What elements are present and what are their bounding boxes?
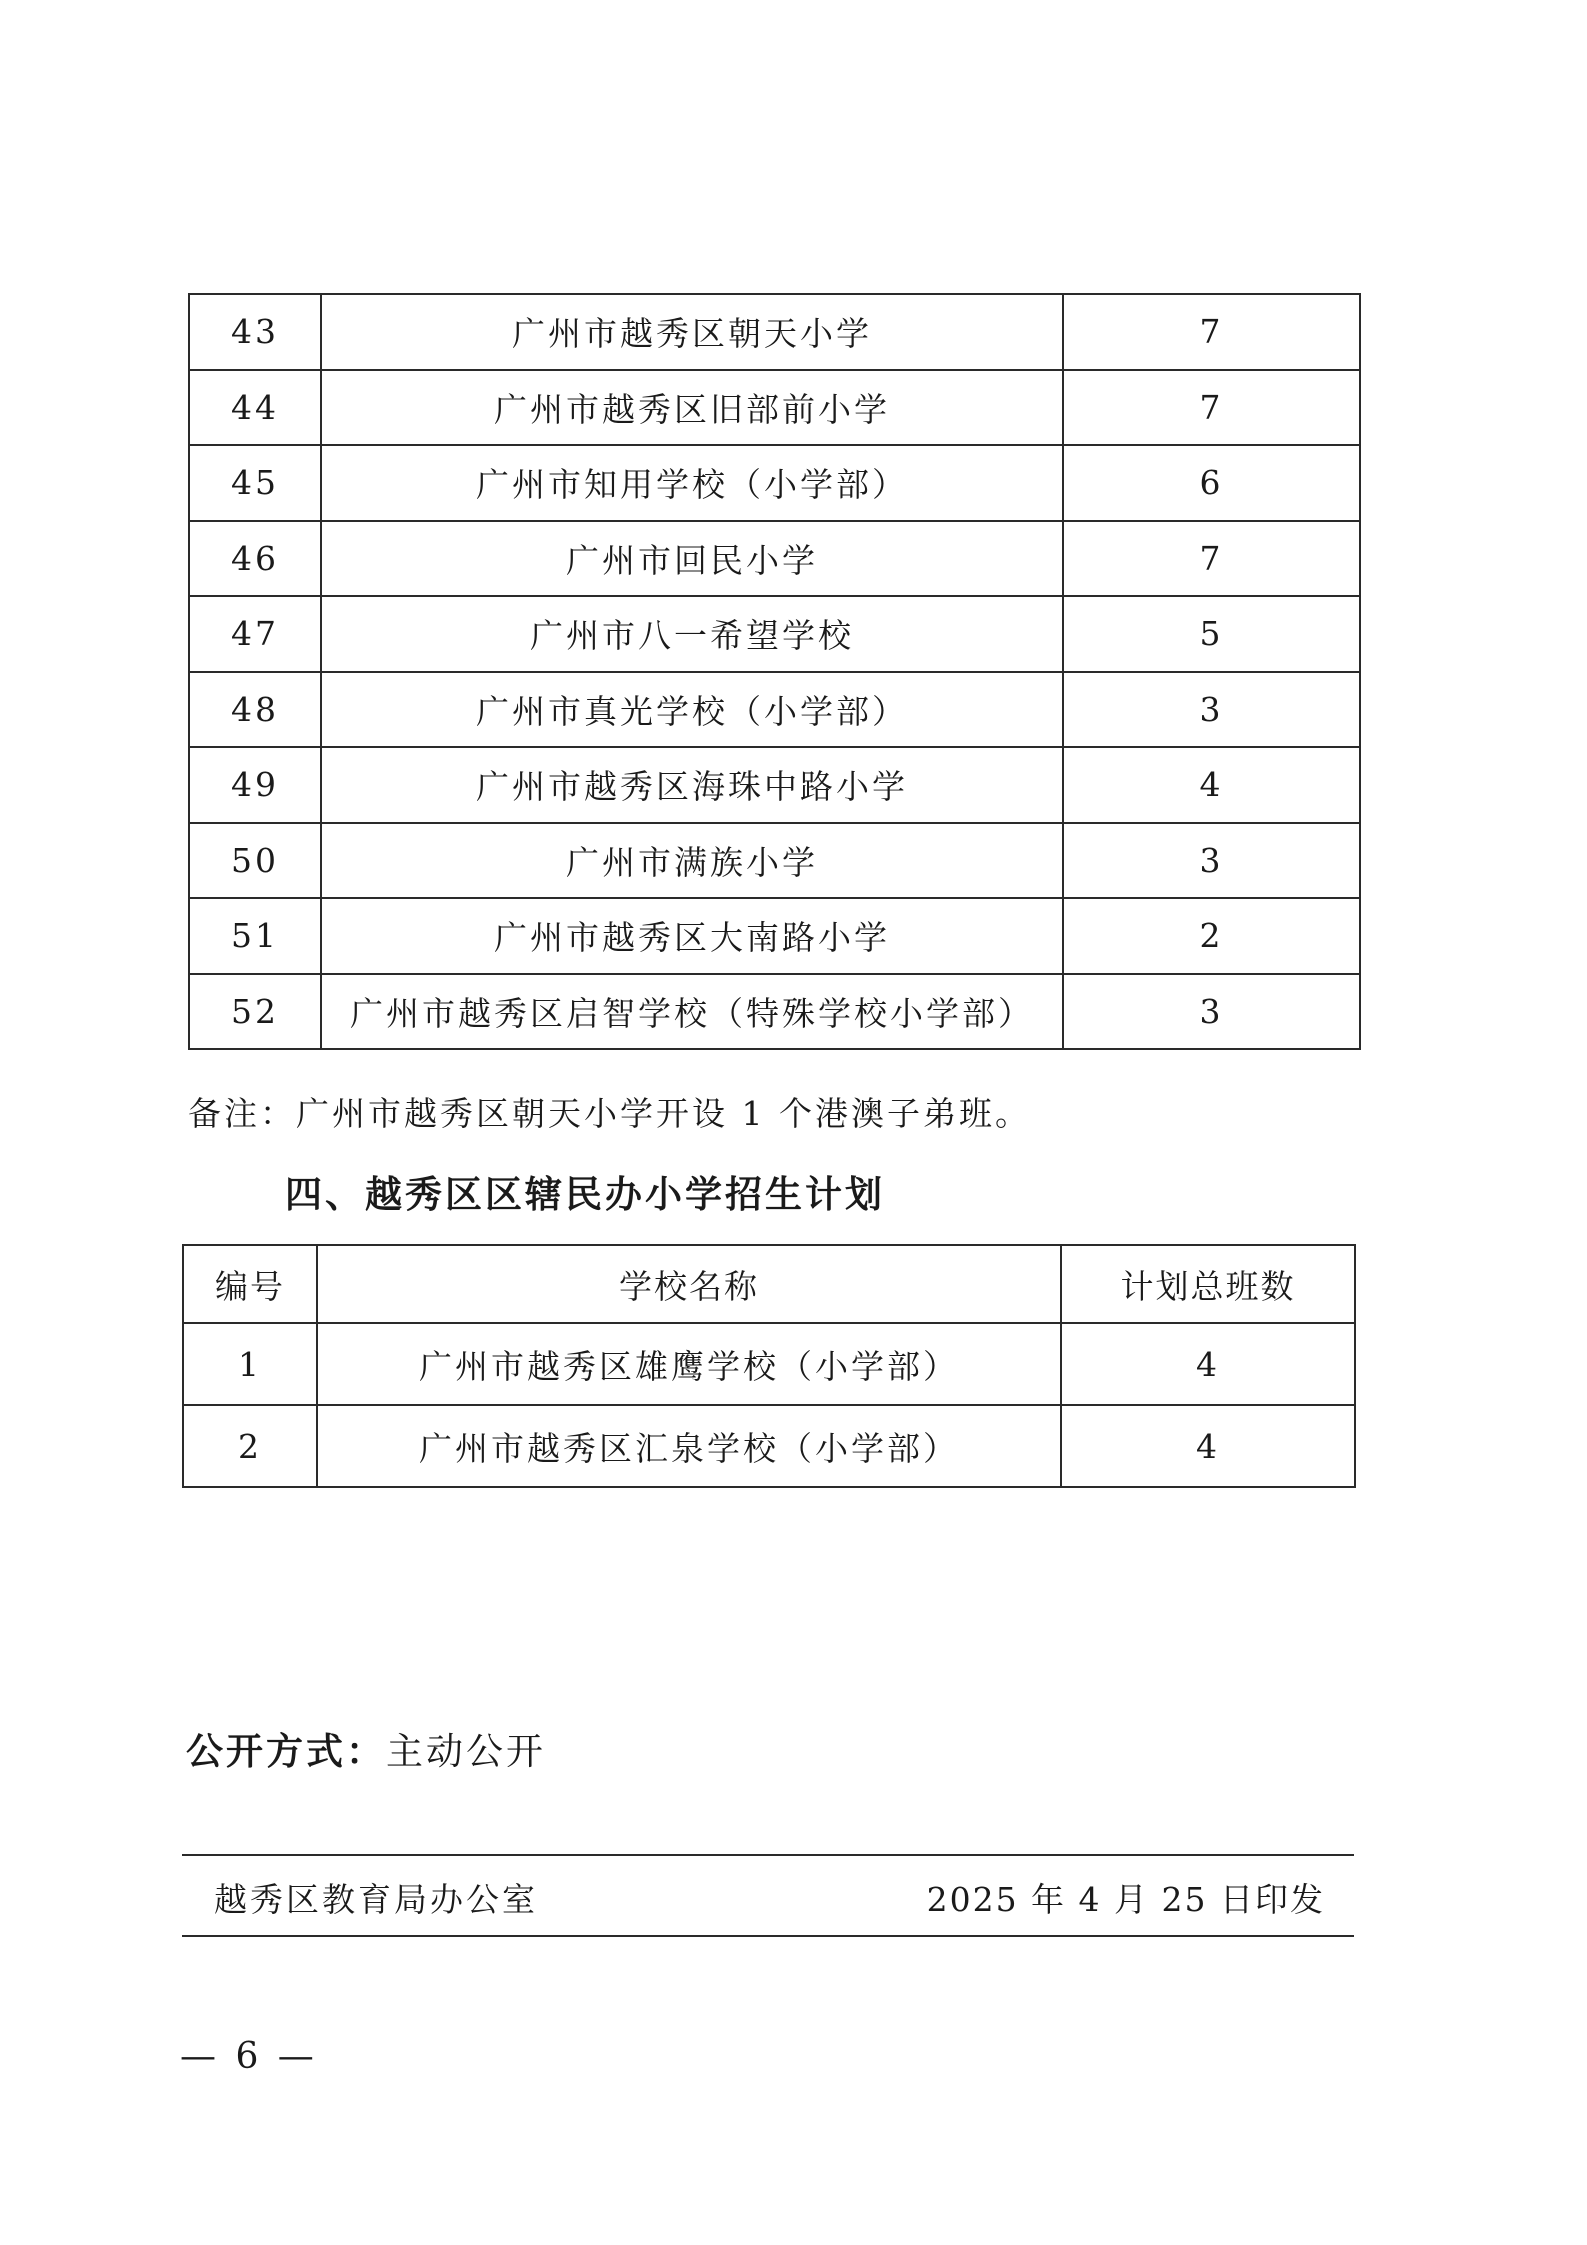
table-row	[189, 974, 1360, 1050]
school-name: 广州市越秀区海珠中路小学	[321, 747, 1063, 823]
table-row	[189, 521, 1360, 597]
disclosure-label: 公开方式：	[186, 1730, 386, 1773]
school-name: 广州市真光学校（小学部）	[321, 672, 1063, 748]
table-note: 备注：广州市越秀区朝天小学开设 1 个港澳子弟班。	[188, 1094, 1031, 1133]
planned-classes: 7	[1063, 521, 1360, 597]
table-row	[189, 823, 1360, 899]
planned-classes: 3	[1063, 823, 1360, 899]
table-row	[183, 1323, 1355, 1405]
footer-top-rule	[182, 1854, 1354, 1856]
school-name: 广州市知用学校（小学部）	[321, 445, 1063, 521]
planned-classes: 4	[1061, 1405, 1355, 1487]
planned-classes: 5	[1063, 596, 1360, 672]
table-row	[189, 747, 1360, 823]
planned-classes: 2	[1063, 898, 1360, 974]
school-name: 广州市越秀区汇泉学校（小学部）	[317, 1405, 1061, 1487]
row-number: 1	[183, 1323, 317, 1405]
row-number: 44	[189, 370, 321, 446]
school-name: 广州市越秀区大南路小学	[321, 898, 1063, 974]
school-name: 广州市越秀区朝天小学	[321, 294, 1063, 370]
header-school-name: 学校名称	[317, 1245, 1061, 1323]
table-row	[189, 898, 1360, 974]
row-number: 45	[189, 445, 321, 521]
table-row	[189, 370, 1360, 446]
disclosure-line	[186, 1721, 546, 1775]
private-school-enrollment-table	[182, 1244, 1356, 1488]
school-name: 广州市越秀区旧部前小学	[321, 370, 1063, 446]
school-name: 广州市越秀区启智学校（特殊学校小学部）	[321, 974, 1063, 1050]
planned-classes: 6	[1063, 445, 1360, 521]
row-number: 2	[183, 1405, 317, 1487]
header-planned-classes: 计划总班数	[1061, 1245, 1355, 1323]
header-number: 编号	[183, 1245, 317, 1323]
issuer: 越秀区教育局办公室	[214, 1880, 538, 1919]
print-date: 2025 年 4 月 25 日印发	[926, 1880, 1325, 1919]
row-number: 43	[189, 294, 321, 370]
disclosure-value: 主动公开	[386, 1730, 546, 1773]
planned-classes: 4	[1061, 1323, 1355, 1405]
table-row	[189, 672, 1360, 748]
footer-bottom-rule	[182, 1935, 1354, 1937]
row-number: 52	[189, 974, 321, 1050]
row-number: 48	[189, 672, 321, 748]
planned-classes: 3	[1063, 974, 1360, 1050]
school-name: 广州市八一希望学校	[321, 596, 1063, 672]
school-name: 广州市越秀区雄鹰学校（小学部）	[317, 1323, 1061, 1405]
planned-classes: 3	[1063, 672, 1360, 748]
row-number: 51	[189, 898, 321, 974]
table-row	[189, 445, 1360, 521]
table-header-row	[183, 1245, 1355, 1323]
row-number: 49	[189, 747, 321, 823]
table-row	[183, 1405, 1355, 1487]
table-row	[189, 596, 1360, 672]
row-number: 46	[189, 521, 321, 597]
row-number: 47	[189, 596, 321, 672]
table-row	[189, 294, 1360, 370]
enrollment-table-continued	[188, 293, 1361, 1050]
planned-classes: 7	[1063, 370, 1360, 446]
school-name: 广州市满族小学	[321, 823, 1063, 899]
planned-classes: 7	[1063, 294, 1360, 370]
page-number: — 6 —	[180, 2036, 318, 2077]
school-name: 广州市回民小学	[321, 521, 1063, 597]
planned-classes: 4	[1063, 747, 1360, 823]
section-four-heading: 四、越秀区区辖民办小学招生计划	[285, 1173, 885, 1216]
row-number: 50	[189, 823, 321, 899]
